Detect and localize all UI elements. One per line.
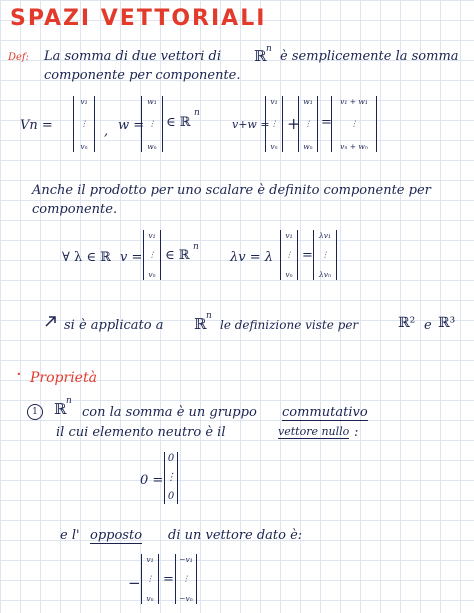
- v-vector-2: [265, 96, 283, 152]
- colon-1: :: [354, 425, 359, 440]
- in-rn-2-exponent: n: [193, 242, 199, 252]
- equals-sign-3: =: [163, 572, 174, 587]
- comma: ,: [104, 124, 109, 139]
- w-entry-dots: ⋮: [148, 119, 156, 129]
- v3-entry-n: vₙ: [148, 269, 156, 279]
- v5-entry-dots: ⋮: [146, 574, 154, 584]
- v5-entry-1: v₁: [146, 555, 154, 564]
- zero-entry-1: 0: [167, 453, 175, 464]
- w-entry-1: w₁: [147, 97, 157, 106]
- w-entry-n: wₙ: [147, 141, 157, 151]
- w2-entry-dots: ⋮: [304, 119, 312, 129]
- v-entry-dots: ⋮: [80, 119, 88, 129]
- w2-entry-1: w₁: [303, 97, 313, 106]
- property-1-line-b: il cui elemento neutro è il: [56, 425, 226, 440]
- def-line-1a: La somma di due vettori di: [44, 49, 221, 64]
- zero-entry-n: 0: [167, 491, 175, 502]
- property-1-number: 1: [27, 404, 43, 420]
- w-vector: [141, 96, 163, 152]
- plus-sign: +: [287, 114, 301, 133]
- w-label: w =: [118, 118, 145, 133]
- in-rn-2: ∈ ℝ: [165, 248, 190, 263]
- v4-entry-dots: ⋮: [285, 250, 293, 260]
- v-entry-1: v₁: [80, 97, 88, 106]
- sum-entry-n: vₙ + wₙ: [340, 141, 368, 151]
- v-vector-4: [280, 230, 298, 280]
- definition-tag: Def:: [8, 52, 30, 63]
- v4-entry-n: vₙ: [285, 269, 293, 279]
- rn-3-exponent: n: [66, 396, 72, 406]
- sum-vector: [331, 96, 377, 152]
- opposite-prefix: e l': [60, 528, 80, 543]
- v-vector-3: [143, 230, 161, 280]
- rn-2-exponent: n: [206, 311, 212, 321]
- sum-entry-dots: ⋮: [350, 119, 358, 129]
- sum-entry-1: v₁ + w₁: [340, 97, 368, 106]
- v-vector: [73, 96, 95, 152]
- equals-sign: =: [321, 115, 332, 130]
- lv-entry-1: λv₁: [319, 231, 331, 240]
- minus-sign: −: [128, 574, 141, 592]
- in-rn: ∈ ℝ: [166, 115, 191, 130]
- lambda-v-label: λv = λ: [230, 250, 273, 265]
- rn-symbol-3: ℝ: [54, 400, 67, 418]
- v4-entry-1: v₁: [285, 231, 293, 240]
- zero-label: 0 =: [140, 473, 164, 488]
- equals-sign-2: =: [302, 248, 313, 263]
- opposite-word: opposto: [90, 528, 143, 543]
- commutative-word: commutativo: [282, 405, 368, 420]
- v5-entry-n: vₙ: [146, 593, 154, 603]
- rn-symbol: ℝ: [254, 47, 267, 65]
- properties-bullet: ·: [16, 364, 22, 385]
- def-line-1c: componente per componente.: [44, 68, 241, 83]
- neg-entry-1: −v₁: [179, 555, 193, 564]
- lv-entry-dots: ⋮: [321, 250, 329, 260]
- neg-entry-dots: ⋮: [182, 574, 190, 584]
- lambda-v-vector: [313, 230, 337, 280]
- v2-entry-dots: ⋮: [270, 119, 278, 129]
- w2-entry-n: wₙ: [303, 141, 313, 151]
- w-vector-2: [298, 96, 318, 152]
- v-plus-w-label: v+w =: [232, 118, 270, 131]
- forall-lambda: ∀ λ ∈ ℝ: [62, 250, 111, 265]
- properties-heading: Proprietà: [30, 370, 97, 386]
- v-entry-n: vₙ: [80, 141, 88, 151]
- and-word: e: [424, 318, 432, 333]
- def-line-1b: è semplicemente la somma: [280, 49, 459, 64]
- arrow-icon: [44, 314, 58, 328]
- scalar-line-1: Anche il prodotto per uno scalare è definito componente per: [32, 183, 431, 198]
- property-1-line-a: con la somma è un gruppo: [82, 405, 257, 420]
- scalar-line-2: componente.: [32, 202, 118, 217]
- zero-entry-dots: ⋮: [166, 472, 176, 483]
- neg-entry-n: −vₙ: [179, 593, 193, 603]
- v2-entry-1: v₁: [270, 97, 278, 106]
- r3-symbol: ℝ³: [438, 315, 456, 331]
- in-rn-exponent: n: [194, 108, 200, 118]
- v2-entry-n: vₙ: [270, 141, 278, 151]
- applied-line-a: si è applicato a: [64, 318, 164, 333]
- v-vector-5: [141, 554, 159, 604]
- neg-vector: [175, 554, 197, 604]
- null-vector-word: vettore nullo: [278, 425, 350, 438]
- v3-entry-dots: ⋮: [148, 250, 156, 260]
- v-label: Vn =: [20, 118, 53, 133]
- opposite-line-b: di un vettore dato è:: [168, 528, 303, 543]
- v3-entry-1: v₁: [148, 231, 156, 240]
- page-title: SPAZI VETTORIALI: [10, 6, 267, 31]
- applied-line-b: le definizione viste per: [220, 318, 359, 332]
- r2-symbol: ℝ²: [398, 315, 416, 331]
- lv-entry-n: λvₙ: [318, 269, 332, 279]
- v-label-2: v =: [120, 250, 143, 265]
- zero-vector: [164, 452, 178, 504]
- rn-exponent: n: [266, 44, 272, 54]
- rn-symbol-2: ℝ: [194, 315, 207, 333]
